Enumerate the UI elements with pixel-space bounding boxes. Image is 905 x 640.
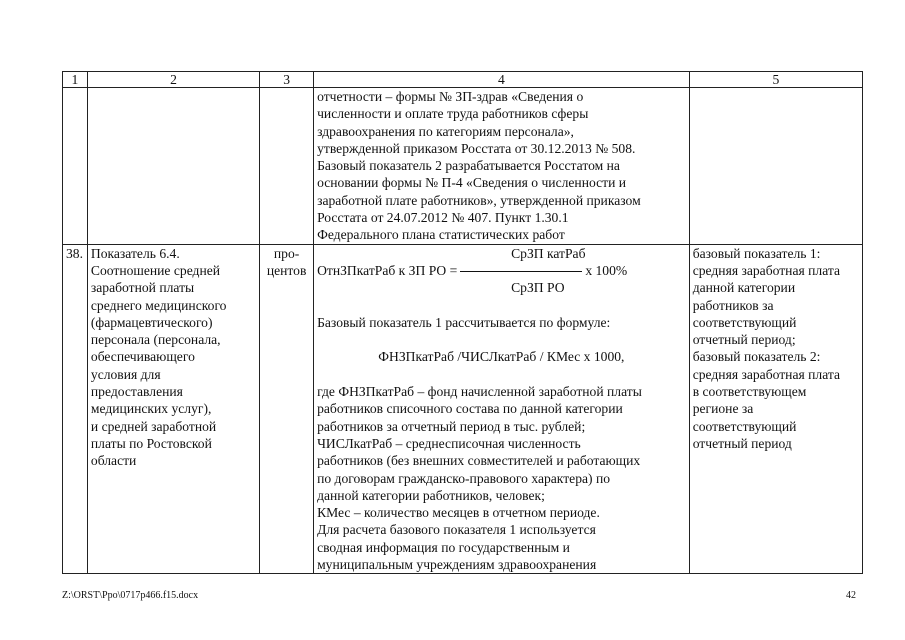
name-line: области (90, 453, 137, 469)
spacer (317, 366, 686, 383)
text-line: Росстата от 24.07.2012 № 407. Пункт 1.30.1 (317, 210, 569, 226)
description-line: муниципальным учреждениям здравоохранения (317, 557, 597, 573)
formula-rhs: x 100% (585, 262, 628, 278)
unit-cell (260, 244, 314, 574)
footer-page-number: 42 (846, 590, 856, 601)
name-line: среднего медицинского (90, 297, 227, 313)
source-line: регионе за (692, 401, 754, 417)
description-line: сводная информация по государственным и (317, 539, 570, 555)
data-source-cell (689, 244, 862, 574)
source-line: средняя заработная плата (692, 366, 841, 382)
spacer (317, 331, 686, 348)
main-formula (317, 262, 686, 279)
text-line: отчетности – формы № ЗП-здрав «Сведения о (317, 89, 584, 104)
name-line: медицинских услуг), (90, 401, 212, 417)
formula-numerator: СрЗП катРаб (511, 245, 586, 261)
text-line: численности и оплате труда работников сферы (317, 106, 589, 122)
name-line: Соотношение средней (90, 262, 221, 278)
source-line: соответствующий (692, 418, 797, 434)
source-line: базовый показатель 2: (692, 349, 821, 365)
text-line: основании формы № П-4 «Сведения о численности и (317, 175, 627, 191)
indicators-table (62, 71, 863, 574)
name-line: заработной платы (90, 280, 195, 296)
continuation-source-cell (689, 88, 862, 245)
description-line: КМес – количество месяцев в отчетном периоде. (317, 505, 600, 521)
spacer (317, 297, 686, 314)
name-line: Показатель 6.4. (90, 245, 180, 261)
description-line: работников (без внешних совместителей и работающих (317, 453, 641, 469)
text-line: Федерального плана статистических работ (317, 227, 565, 243)
footer-file-path: Z:\ORST\Ppo\0717p466.f15.docx (62, 590, 199, 601)
text-line: утвержденной приказом Росстата от 30.12.2013 № 508. (317, 140, 636, 156)
source-line: базовый показатель 1: (692, 245, 821, 261)
name-line: и средней заработной (90, 418, 217, 434)
name-line: обеспечивающего (90, 349, 195, 365)
unit-line: про- (273, 245, 300, 261)
description-line: работников за отчетный период в тыс. рублей; (317, 418, 586, 434)
fraction-bar (460, 271, 582, 272)
description-line: где ФНЗПкатРаб – фонд начисленной заработной платы (317, 384, 642, 400)
continuation-name-cell (87, 88, 259, 245)
source-line: работников за (692, 297, 774, 313)
name-line: платы по Ростовской (90, 435, 212, 451)
description-line: работников списочного состава по данной категории (317, 401, 623, 417)
continuation-method-cell (314, 88, 690, 245)
description-line: по договорам гражданско-правового характера) по (317, 470, 611, 486)
name-line: персонала (персонала, (90, 332, 221, 348)
source-line: данной категории (692, 280, 796, 296)
header-cell-4: 4 (314, 72, 690, 88)
name-line: предоставления (90, 384, 183, 400)
indicator-name-cell (87, 244, 259, 574)
header-cell-5: 5 (689, 72, 862, 88)
source-line: в соответствующем (692, 384, 807, 400)
text-line: заработной плате работников», утвержденной приказом (317, 192, 641, 208)
source-line: отчетный период (692, 435, 792, 451)
description-line: ЧИСЛкатРаб – среднесписочная численность (317, 435, 581, 451)
continuation-row (63, 88, 863, 245)
text-line: здравоохранения по категориям персонала», (317, 123, 574, 139)
base1-intro: Базовый показатель 1 рассчитывается по формуле: (317, 314, 611, 330)
unit-line: центов (266, 262, 307, 278)
source-line: средняя заработная плата (692, 262, 841, 278)
base1-formula: ФНЗПкатРаб /ЧИСЛкатРаб / КМес x 1000, (378, 349, 625, 365)
name-line: условия для (90, 366, 161, 382)
description-line: данной категории работников, человек; (317, 487, 545, 503)
description-line: Для расчета базового показателя 1 используется (317, 522, 596, 538)
row-38 (63, 244, 863, 574)
header-cell-2: 2 (87, 72, 259, 88)
formula-denominator: СрЗП РО (511, 280, 565, 296)
formula-lhs: ОтнЗПкатРаб к ЗП РО = (317, 262, 458, 278)
header-cell-1: 1 (63, 72, 88, 88)
table-header-row (63, 72, 863, 88)
calculation-method-cell (314, 244, 690, 574)
continuation-num-cell (63, 88, 88, 245)
row-number: 38. (63, 244, 88, 574)
name-line: (фармацевтического) (90, 314, 213, 330)
header-cell-3: 3 (260, 72, 314, 88)
source-line: соответствующий (692, 314, 797, 330)
continuation-unit-cell (260, 88, 314, 245)
text-line: Базовый показатель 2 разрабатывается Росстатом на (317, 158, 620, 174)
source-line: отчетный период; (692, 332, 796, 348)
